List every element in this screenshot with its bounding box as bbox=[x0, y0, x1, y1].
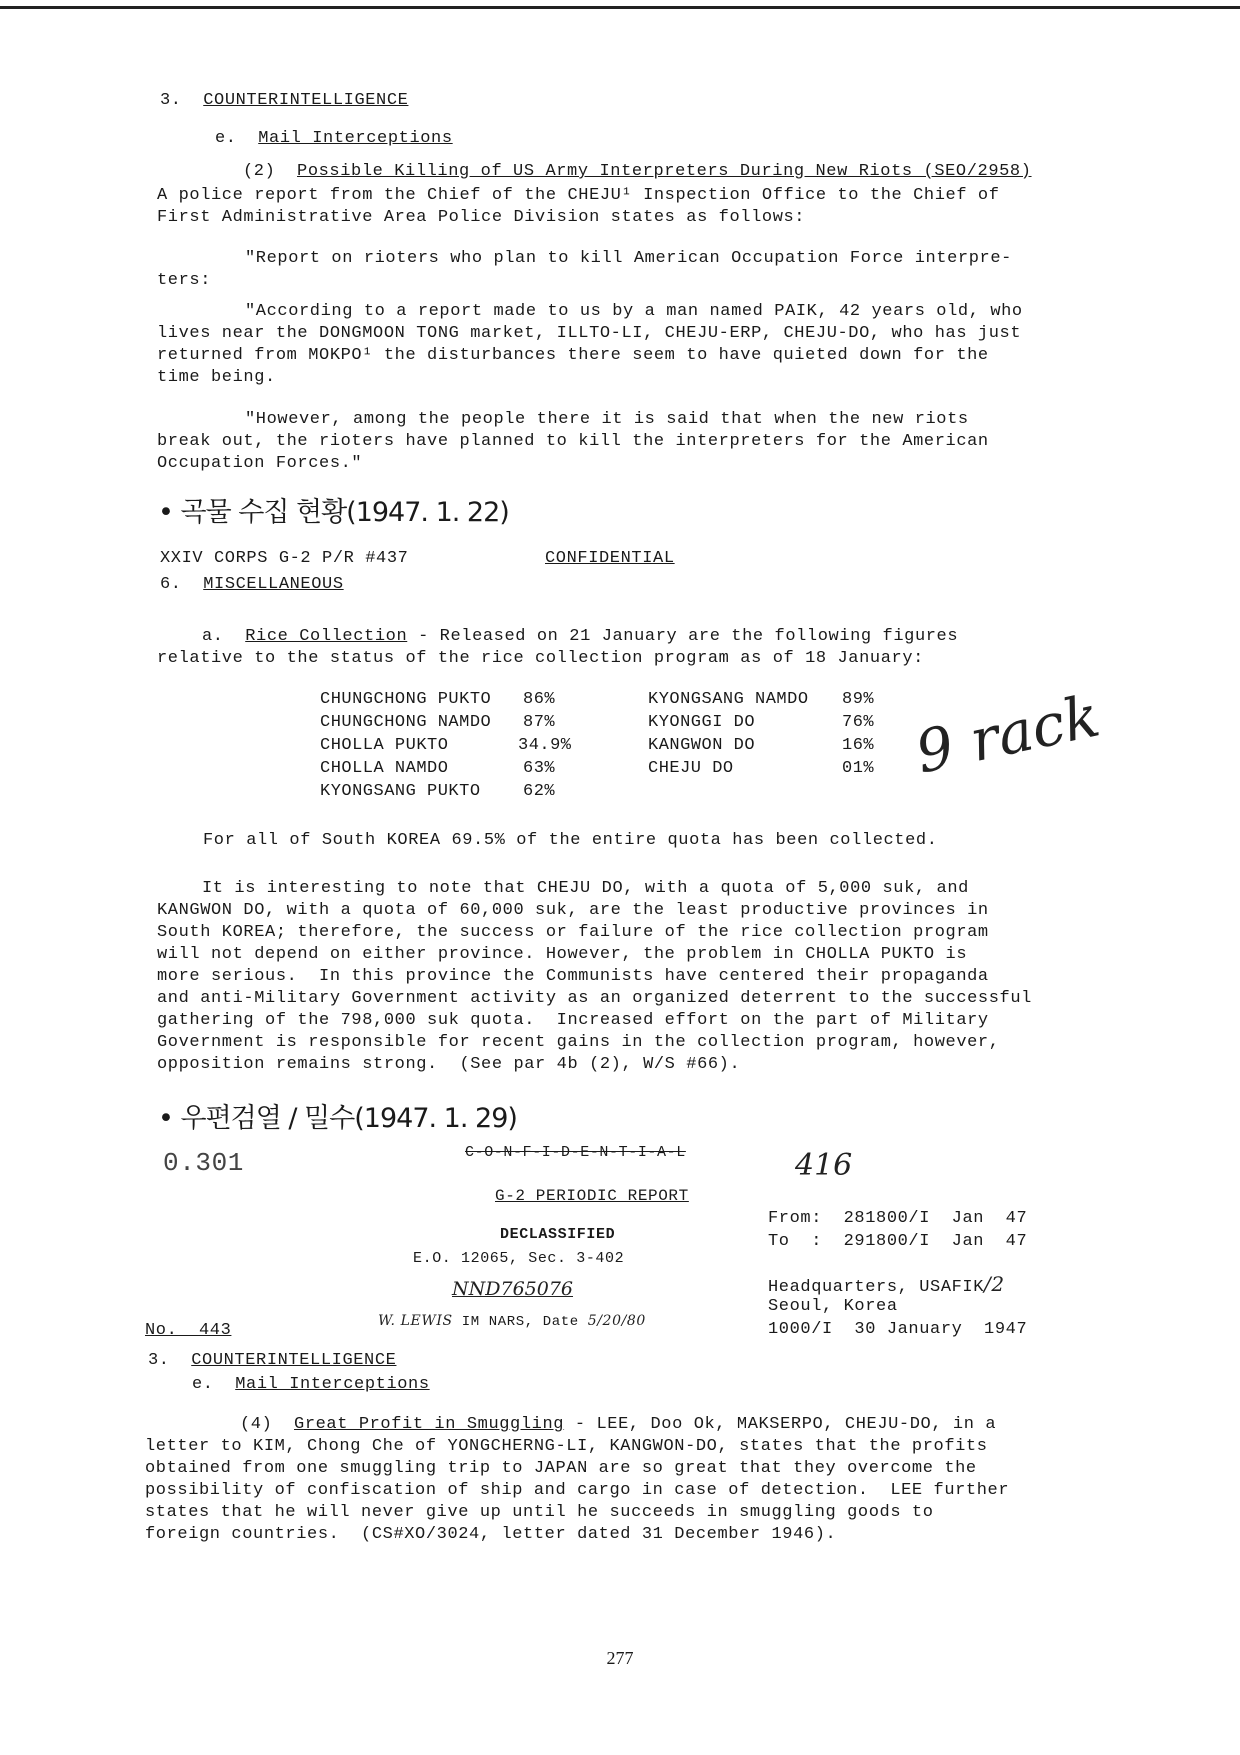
document-number: 0.301 bbox=[163, 1148, 245, 1178]
section-heading: 3. COUNTERINTELLIGENCE bbox=[148, 1351, 397, 1370]
table-cell-pct: 76% bbox=[842, 713, 875, 732]
analysis-paragraph: It is interesting to note that CHEJU DO, with a quota of 5,000 suk, and KANGWON DO, with a quota of 60,000 suk, are the least productive provinces in South KOREA; therefore, the success or failure of the rice collection program will not depend on either province. However, the problem in CHOLLA PUKTO is more serious. In this province the Communists have centered their propaganda and anti-Military Government activity as an organized deterrent to the successful gathering of the 798,000 suk quota. Increased effort on the part of Military Government is responsible for recent gains in the collection program, however, opposition remains strong. (See par 4b (2), W/S #66). bbox=[157, 879, 1032, 1074]
summary-text: For all of South KOREA 69.5% of the entire quota has been collected. bbox=[203, 831, 938, 850]
table-cell-pct: 87% bbox=[523, 713, 556, 732]
to-line: To : 291800/I Jan 47 bbox=[768, 1232, 1028, 1251]
table-cell-pct: 16% bbox=[842, 736, 875, 755]
report-title: G-2 PERIODIC REPORT bbox=[495, 1187, 689, 1205]
intro-text: A police report from the Chief of the CHEJU¹ Inspection Office to the Chief of First Administrative Area Police Division states as follows: bbox=[157, 186, 1000, 227]
headquarters: Headquarters, USAFIK/2 bbox=[768, 1272, 1005, 1297]
report-reference: XXIV CORPS G-2 P/R #437 bbox=[160, 549, 409, 568]
table-cell-pct: 34.9% bbox=[518, 736, 572, 755]
table-cell-pct: 62% bbox=[523, 782, 556, 801]
table-row: KANGWON DO bbox=[648, 736, 756, 755]
location: Seoul, Korea bbox=[768, 1297, 898, 1316]
quote-paragraph: "Report on rioters who plan to kill American Occupation Force interpre- ters: bbox=[157, 249, 1012, 290]
quote-paragraph: "According to a report made to us by a man named PAIK, 42 years old, who lives near the DONGMOON TONG market, ILLTO-LI, CHEJU-ERP, CHEJU-DO, who has just returned from MOKPO¹ the disturbances there seem to have quieted down for the time being. bbox=[157, 302, 1023, 387]
table-row: CHUNGCHONG PUKTO bbox=[320, 690, 492, 709]
handwritten-note: 9 rack bbox=[909, 681, 1106, 787]
table-row: KYONGSANG PUKTO bbox=[320, 782, 481, 801]
section-heading: 3. COUNTERINTELLIGENCE bbox=[160, 91, 409, 110]
item-heading: (2) Possible Killing of US Army Interpreters During New Riots (SEO/2958) bbox=[243, 162, 1032, 181]
declassified-authority: E.O. 12065, Sec. 3-402 bbox=[413, 1250, 625, 1267]
subsection-heading: e. Mail Interceptions bbox=[215, 129, 453, 148]
table-row: CHEJU DO bbox=[648, 759, 734, 778]
korean-heading: • 우편검열 / 밀수(1947. 1. 29) bbox=[158, 1103, 517, 1134]
declassified-nnd: NND765076 bbox=[452, 1278, 574, 1300]
declassified-stamp: DECLASSIFIED bbox=[500, 1226, 616, 1243]
table-cell-pct: 86% bbox=[523, 690, 556, 709]
page-number: 277 bbox=[606, 1648, 634, 1668]
table-row: KYONGSANG NAMDO bbox=[648, 690, 809, 709]
handwritten-number: 416 bbox=[795, 1148, 853, 1183]
korean-heading: • 곡물 수집 현황(1947. 1. 22) bbox=[158, 497, 509, 528]
rice-collection-text: a. Rice Collection - Released on 21 January are the following figures relative to the status of the rice collection program as of 18 January: bbox=[157, 627, 959, 668]
section-heading: 6. MISCELLANEOUS bbox=[160, 575, 344, 594]
table-row: KYONGGI DO bbox=[648, 713, 756, 732]
report-number: No. 443 bbox=[145, 1321, 232, 1340]
subsection-heading: e. Mail Interceptions bbox=[192, 1375, 430, 1394]
report-datetime: 1000/I 30 January 1947 bbox=[768, 1320, 1028, 1339]
classification-stamp: C-O-N-F-I-D-E-N-T-I-A-L bbox=[465, 1144, 686, 1161]
table-row: CHOLLA PUKTO bbox=[320, 736, 449, 755]
from-line: From: 281800/I Jan 47 bbox=[768, 1209, 1028, 1228]
table-cell-pct: 01% bbox=[842, 759, 875, 778]
table-cell-pct: 89% bbox=[842, 690, 875, 709]
table-cell-pct: 63% bbox=[523, 759, 556, 778]
smuggling-paragraph: (4) Great Profit in Smuggling - LEE, Doo Ok, MAKSERPO, CHEJU-DO, in a letter to KIM, Chong Che of YONGCHERNG-LI, KANGWON-DO, states that the profits obtained from one smuggling trip to JAPAN are so great that they overcome the possibility of confiscation of ship and cargo in case of detection. LEE further states that he will never give up until he succeeds in smuggling goods to foreign countries. (CS#XO/3024, letter dated 31 December 1946). bbox=[145, 1415, 1010, 1544]
quote-paragraph: "However, among the people there it is said that when the new riots break out, the rioters have planned to kill the interpreters for the American Occupation Forces." bbox=[157, 410, 989, 473]
classification-stamp: CONFIDENTIAL bbox=[545, 549, 675, 568]
declassified-by: W. LEWIS IM NARS, Date 5/20/80 bbox=[378, 1313, 646, 1330]
table-row: CHUNGCHONG NAMDO bbox=[320, 713, 492, 732]
scan-border bbox=[0, 6, 1240, 9]
table-row: CHOLLA NAMDO bbox=[320, 759, 449, 778]
